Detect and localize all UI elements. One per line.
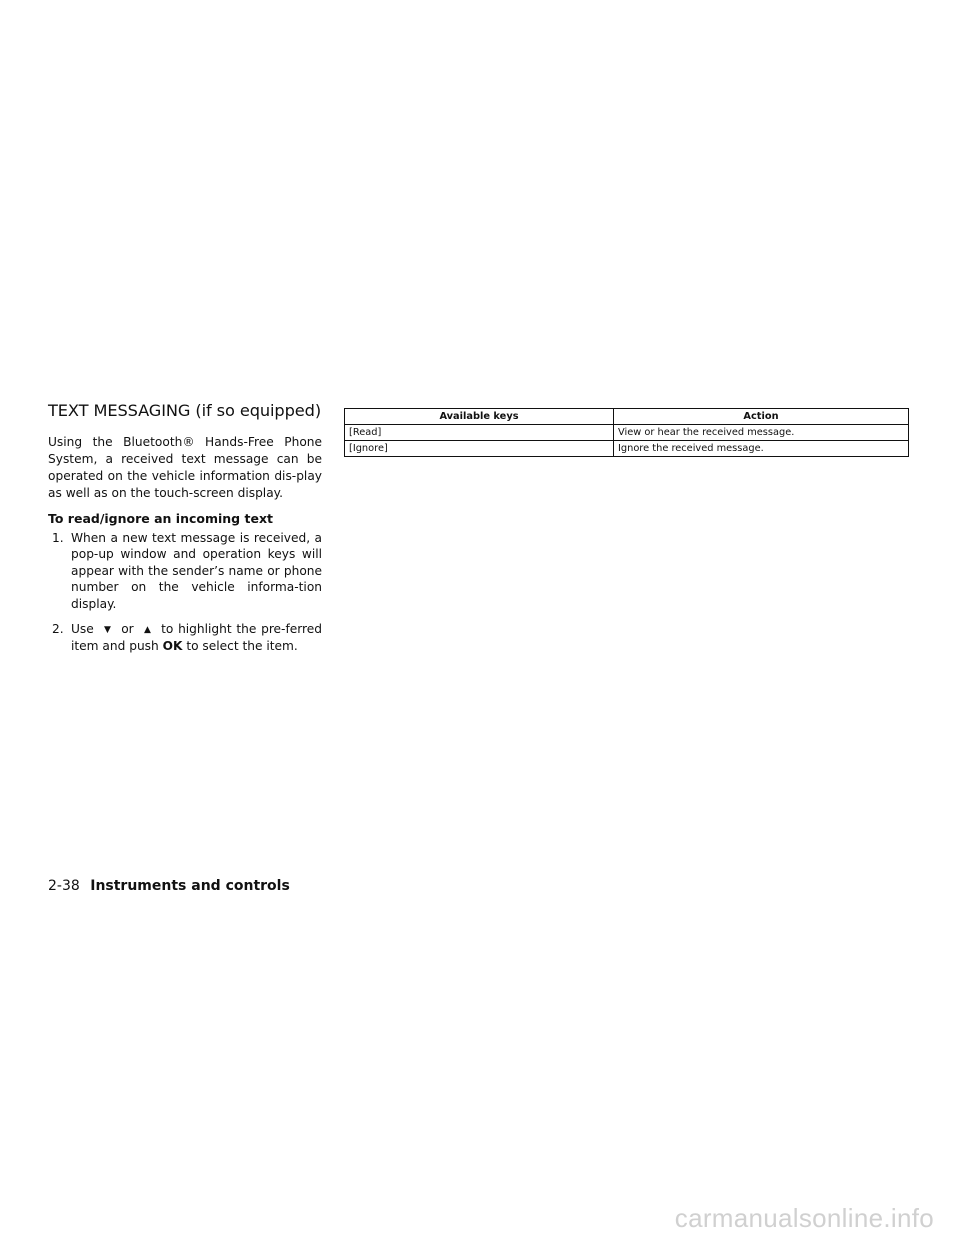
page-footer	[48, 877, 290, 895]
table-row	[345, 441, 909, 457]
step-2	[48, 621, 322, 655]
arrow-up-icon: ▲	[143, 625, 151, 636]
column-header-action: Action	[614, 409, 909, 425]
step-text: When a new text message is received, a pop-up window and operation keys will appear with the sender’s name or phone number on the vehicle informa-tion display.	[71, 531, 322, 611]
step-text: to highlight the pre-ferred item and push	[71, 622, 323, 654]
step-or-word: or	[121, 622, 134, 637]
step-text-end: to select the item.	[186, 639, 298, 654]
watermark: carmanualsonline.info	[674, 1203, 934, 1233]
page-number: 2-38	[48, 878, 80, 894]
arrow-down-icon: ▼	[104, 625, 111, 636]
table-cell: [Read]	[345, 425, 614, 441]
section-title: TEXT MESSAGING (if so equipped)	[48, 401, 322, 420]
table-header-row	[345, 409, 909, 425]
table-cell: Ignore the received message.	[614, 441, 909, 457]
column-header-available-keys: Available keys	[345, 409, 614, 425]
step-number: 1.	[52, 531, 64, 545]
step-number: 2.	[52, 622, 64, 637]
keys-table-container	[344, 408, 909, 457]
step-use-word: Use	[71, 622, 94, 637]
left-column	[48, 400, 322, 664]
keys-table	[344, 408, 909, 457]
step-1	[48, 530, 322, 612]
table-cell: [Ignore]	[345, 441, 614, 457]
ok-key-label: OK	[162, 639, 183, 654]
table-row	[345, 425, 909, 441]
table-cell: View or hear the received message.	[614, 425, 909, 441]
chapter-title: Instruments and controls	[90, 878, 290, 894]
intro-paragraph: Using the Bluetooth® Hands-Free Phone System, a received text message can be operated on the vehicle information dis-play as well as on the touch-screen display.	[48, 435, 322, 500]
subheading: To read/ignore an incoming text	[48, 511, 273, 526]
